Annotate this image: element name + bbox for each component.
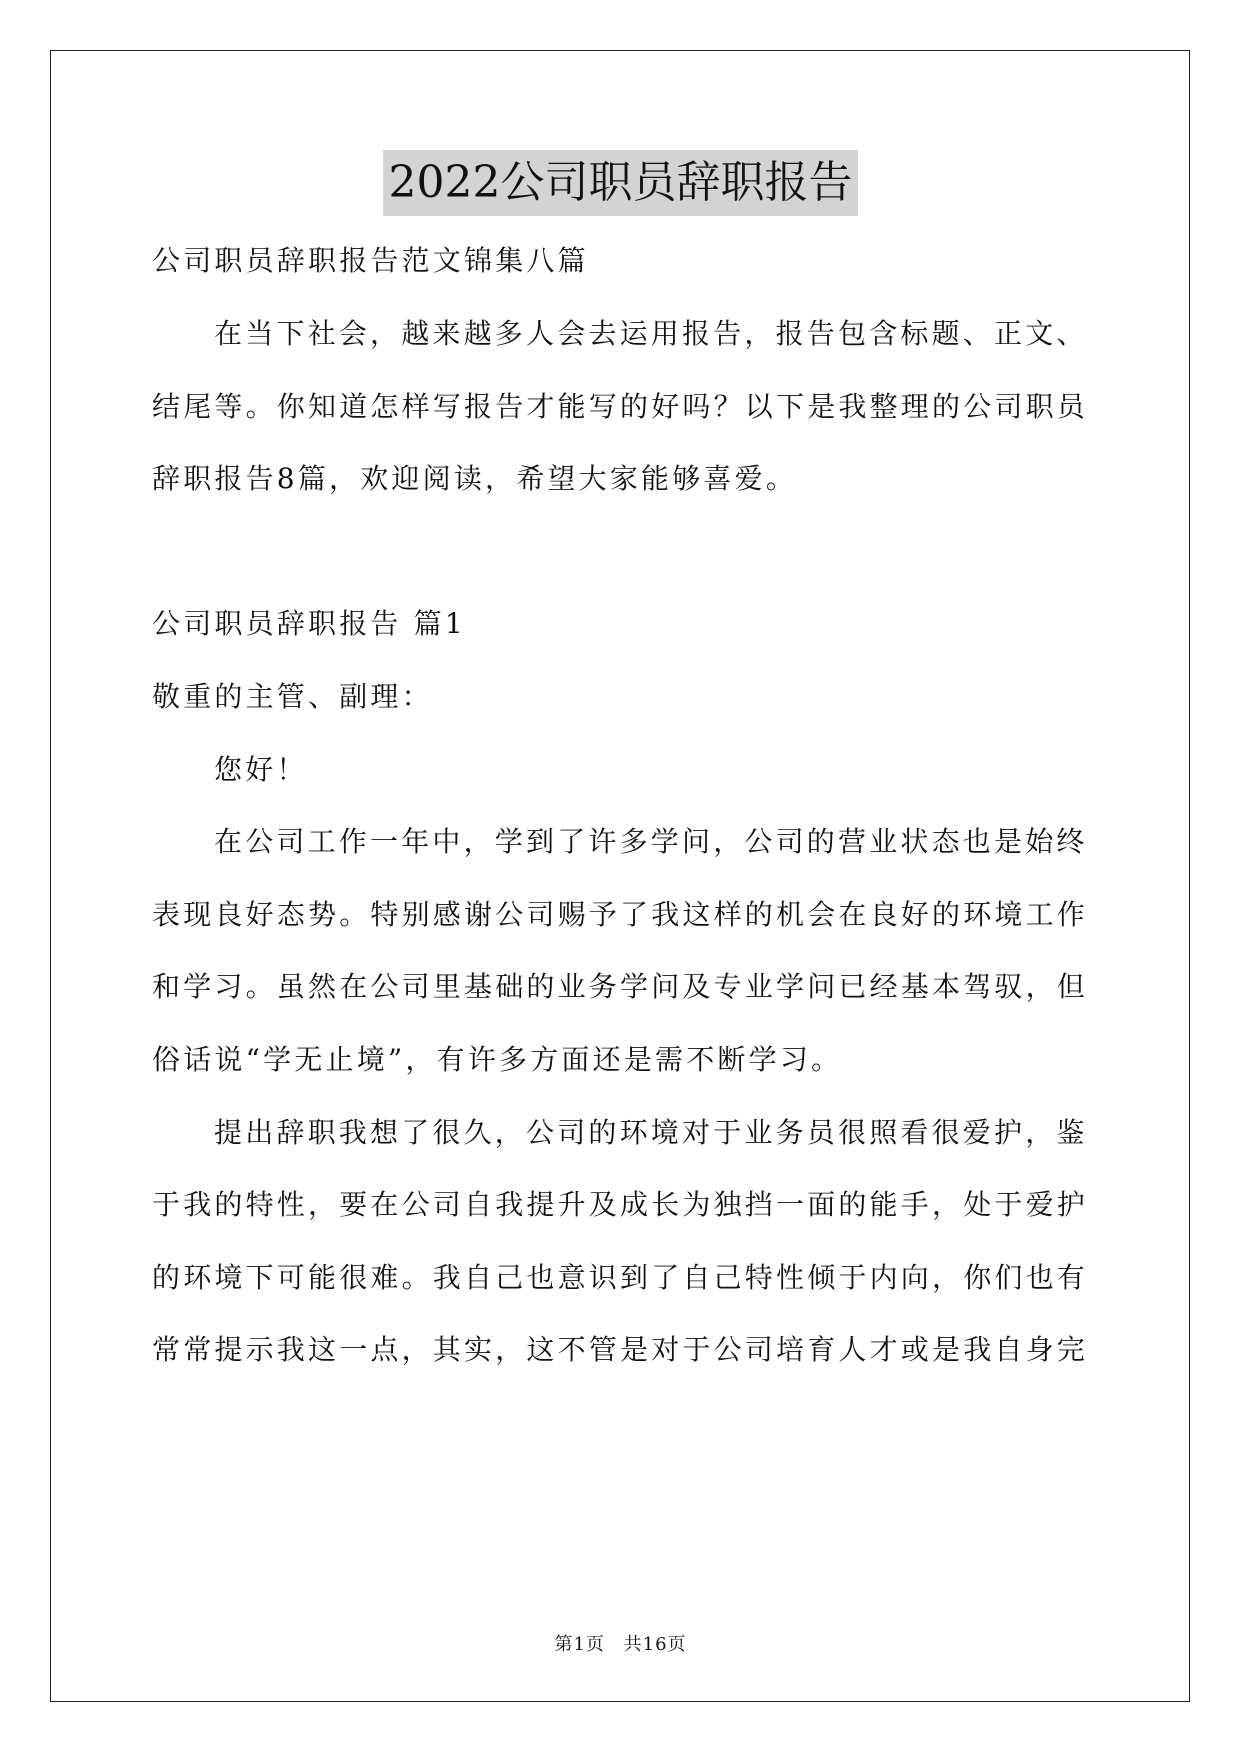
document-title: 2022公司职员辞职报告 <box>383 150 859 216</box>
salutation: 敬重的主管、副理： <box>152 680 433 713</box>
page-border <box>50 50 1190 1702</box>
page-footer <box>0 1630 1241 1656</box>
paragraph2-line-3: 的环境下可能很难。我自己也意识到了自己特性倾于内向，你们也有 <box>152 1261 1089 1294</box>
document-title-container <box>0 150 1241 216</box>
paragraph1-line-3: 和学习。虽然在公司里基础的业务学问及专业学问已经基本驾驭，但 <box>152 970 1089 1003</box>
paragraph1-line-2: 表现良好态势。特别感谢公司赐予了我这样的机会在良好的环境工作 <box>152 898 1089 931</box>
subtitle: 公司职员辞职报告范文锦集八篇 <box>152 244 589 277</box>
page-number: 第1页 <box>554 1634 605 1655</box>
paragraph2-line-4: 常常提示我这一点，其实，这不管是对于公司培育人才或是我自身完 <box>152 1333 1089 1366</box>
paragraph2-line-1: 提出辞职我想了很久，公司的环境对于业务员很照看很爱护，鉴 <box>214 1116 1088 1149</box>
paragraph2-line-2: 于我的特性，要在公司自我提升及成长为独挡一面的能手，处于爱护 <box>152 1188 1089 1221</box>
intro-line-2: 结尾等。你知道怎样写报告才能写的好吗？以下是我整理的公司职员 <box>152 390 1089 423</box>
paragraph1-line-4: 俗话说“学无止境”，有许多方面还是需不断学习。 <box>152 1043 843 1076</box>
intro-line-3: 辞职报告8篇，欢迎阅读，希望大家能够喜爱。 <box>152 462 798 495</box>
page-total: 共16页 <box>623 1634 687 1655</box>
paragraph1-line-1: 在公司工作一年中，学到了许多学问，公司的营业状态也是始终 <box>214 825 1088 858</box>
section-heading: 公司职员辞职报告 篇1 <box>152 607 466 640</box>
greeting: 您好！ <box>214 753 308 786</box>
intro-line-1: 在当下社会，越来越多人会去运用报告，报告包含标题、正文、 <box>214 317 1088 350</box>
